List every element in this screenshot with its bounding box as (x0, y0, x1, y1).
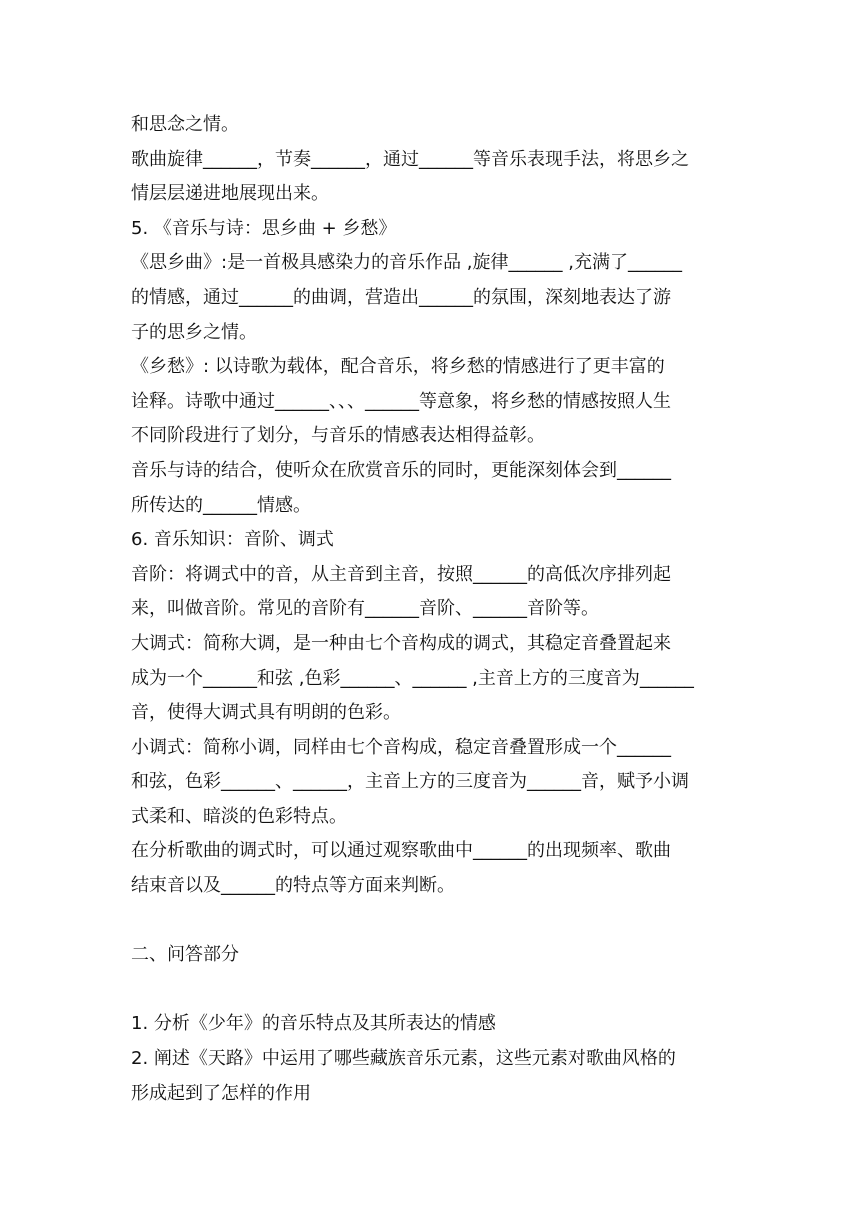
blank-line (131, 904, 733, 939)
question-item: 2. 阐述《天路》中运用了哪些藏族音乐元素，这些元素对歌曲风格的 (131, 1048, 676, 1070)
text-line: 所传达的______情感。 (131, 494, 311, 516)
section-heading: 5. 《音乐与诗：思乡曲 + 乡愁》 (131, 217, 397, 239)
text-line: 和思念之情。 (131, 114, 239, 135)
text-line: 在分析歌曲的调式时，可以通过观察歌曲中______的出现频率、歌曲 (131, 840, 671, 862)
text-line: 音，使得大调式具有明朗的色彩。 (131, 702, 401, 724)
section-heading: 6. 音乐知识：音阶、调式 (131, 529, 334, 551)
text-line: 的情感，通过______的曲调，营造出______的氛围，深刻地表达了游 (131, 286, 671, 308)
text-line: 小调式：简称小调，同样由七个音构成，稳定音叠置形成一个______ (131, 736, 671, 758)
text-line: 式柔和、暗淡的色彩特点。 (131, 805, 347, 827)
text-line: 和弦，色彩______、______，主音上方的三度音为______音，赋予小调 (131, 771, 689, 793)
text-line: 形成起到了怎样的作用 (131, 1082, 311, 1104)
text-line: 成为一个______和弦 ,色彩______、______ ,主音上方的三度音为______ (131, 667, 694, 689)
text-line: 情层层递进地展现出来。 (131, 183, 329, 205)
document-body (131, 108, 733, 1111)
text-line: 结束音以及______的特点等方面来判断。 (131, 875, 455, 897)
text-line: 《思乡曲》:是一首极具感染力的音乐作品 ,旋律______ ,充满了______ (131, 252, 682, 274)
part-heading: 二、问答部分 (131, 944, 239, 966)
text-line: 音阶：将调式中的音，从主音到主音，按照______的高低次序排列起 (131, 563, 671, 585)
text-line: 诠释。诗歌中通过______、、、______等意象，将乡愁的情感按照人生 (131, 390, 671, 412)
question-item: 1. 分析《少年》的音乐特点及其所表达的情感 (131, 1013, 496, 1035)
text-line: 不同阶段进行了划分，与音乐的情感表达相得益彰。 (131, 425, 545, 447)
text-line: 音乐与诗的结合，使听众在欣赏音乐的同时，更能深刻体会到______ (131, 459, 671, 481)
text-line: 来，叫做音阶。常见的音阶有______音阶、______音阶等。 (131, 598, 599, 620)
text-line: 大调式：简称大调，是一种由七个音构成的调式，其稳定音叠置起来 (131, 632, 671, 654)
text-line: 子的思乡之情。 (131, 321, 257, 343)
text-line: 歌曲旋律______，节奏______，通过______等音乐表现手法，将思乡之 (131, 148, 689, 170)
blank-line (131, 973, 733, 1008)
text-line: 《乡愁》: 以诗歌为载体，配合音乐，将乡愁的情感进行了更丰富的 (131, 356, 665, 378)
